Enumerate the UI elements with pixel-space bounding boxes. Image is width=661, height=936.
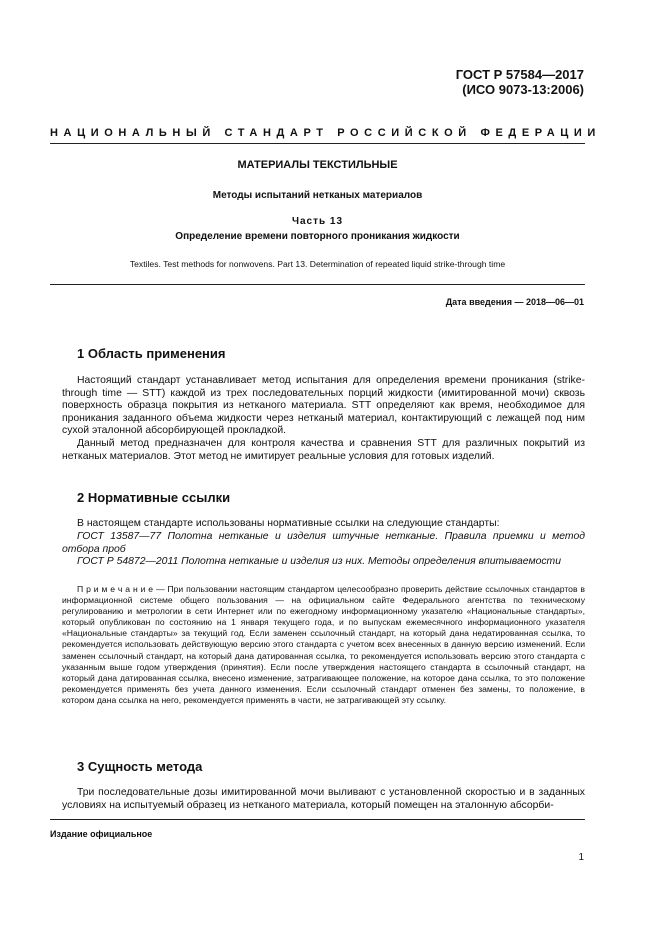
section-1-heading: 1 Область применения [77,346,226,361]
section-2-body [62,518,585,531]
part-title: Определение времени повторного проникания жидкости [175,231,460,242]
document-identifier [456,67,584,97]
introduction-date: Дата введения — 2018—06—01 [445,297,584,307]
english-title: Textiles. Test methods for nonwovens. Part 13. Determination of repeated liquid strike-through time [129,259,506,269]
section-2-heading: 2 Нормативные ссылки [77,490,231,505]
gost-number: ГОСТ Р 57584—2017 [455,67,584,82]
section-2-intro: В настоящем стандарте использованы нормативные ссылки на следующие стандарты: [77,518,500,529]
document-title: МАТЕРИАЛЫ ТЕКСТИЛЬНЫЕ [237,159,398,171]
part-number: Часть 13 [291,216,344,227]
section-3-heading: 3 Сущность метода [77,759,203,774]
reference-item: ГОСТ 13587—77 Полотна нетканые и изделия штучные нетканые. Правила приемки и метод отбора проб [62,531,585,555]
normative-references [62,531,585,569]
footer-divider [50,819,585,820]
section-1-paragraph: Настоящий стандарт устанавливает метод испытания для определения времени проникания (strike-through time — STT) каждой из трех последовательных порций жидкости (имитированной мочи) сквозь поверхность образца покрытия из нетканого материала. STT определяют как время, необходимое для проникания заданного объема жидкости через нетканый материал, контактирующий с лежащей под ним сухой эталонной абсорбирующей прокладкой. [62,375,585,437]
section-1-body [62,375,585,463]
page-number: 1 [578,852,584,863]
note-paragraph: П р и м е ч а н и е — При пользовании настоящим стандартом целесообразно проверить действие ссылочных стандартов в информационной системе общего пользования — на официальном сайте Федерального агентства по техническому регулированию и метрологии в сети Интернет или по ежегодному информационному указателю «Национальные стандарты», который опубликован по состоянию на 1 января текущего года, и по выпускам ежемесячного информационного указателя «Национальные стандарты» за текущий год. Если заменен ссылочный стандарт, на который дана недатированная ссылка, то рекомендуется использовать действующую версию этого стандарта с учетом всех внесенных в данную версию изменений. Если заменен ссылочный стандарт, на который дана датированная ссылка, то рекомендуется использовать версию этого стандарта с указанным выше годом утверждения (принятия). Если после утверждения настоящего стандарта в ссылочный стандарт, на который дана датированная ссылка, внесено изменение, затрагивающее положение, на которое дана ссылка, то это положение рекомендуется применять без учета данного изменения. Если ссылочный стандарт отменен без замены, то положение, в котором дана ссылка на него, рекомендуется применять в части, не затрагивающей эту ссылку. [62,584,585,705]
document-subtitle: Методы испытаний нетканых материалов [212,190,423,201]
official-edition-label: Издание официальное [50,829,153,839]
section-1-paragraph: Данный метод предназначен для контроля качества и сравнения STT для различных покрытий из нетканых материалов. Этот метод не имитирует реальные условия для готовых изделий. [62,437,585,462]
national-standard-banner: НАЦИОНАЛЬНЫЙ СТАНДАРТ РОССИЙСКОЙ ФЕДЕРАЦИИ [50,127,601,139]
section-3-body [62,787,585,812]
section-3-paragraph: Три последовательные дозы имитированной мочи выливают с установленной скоростью и в заданных условиях на испытуемый образец из нетканого материала, который помещен на эталонную абсорби- [62,787,585,811]
title-divider [50,284,585,285]
header-divider [50,143,585,144]
reference-item: ГОСТ Р 54872—2011 Полотна нетканые и изделия из них. Методы определения впитываемости [77,556,561,568]
iso-number: (ИСО 9073-13:2006) [462,82,584,97]
